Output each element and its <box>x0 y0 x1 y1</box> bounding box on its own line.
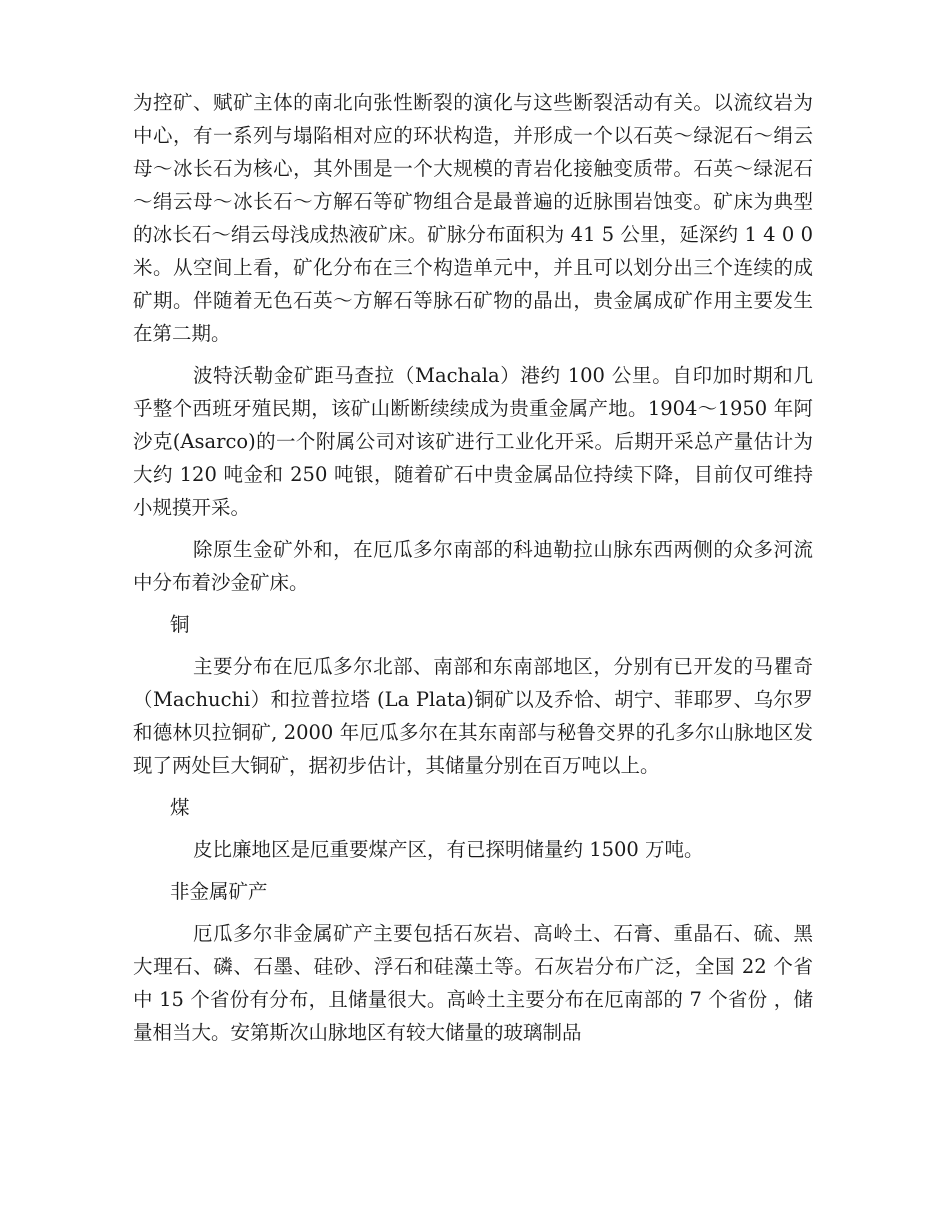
section-heading-copper: 铜 <box>170 613 190 636</box>
document-page <box>133 86 813 1058</box>
paragraph-geology: 为控矿、赋矿主体的南北向张性断裂的演化与这些断裂活动有关。以流纹岩为中心，有一系列与塌陷相对应的环状构造，并形成一个以石英～绿泥石～绢云母～冰长石为核心，其外围是一个大规模的青岩化接触变质带。石英～绿泥石～绢云母～冰长石～方解石等矿物组合是最普遍的近脉围岩蚀变。矿床为典型的冰长石～绢云母浅成热液矿床。矿脉分布面积为 41 5 公里，延深约 1 4 0 0 米。从空间上看，矿化分布在三个构造单元中，并且可以划分出三个连续的成矿期。伴随着无色石英～方解石等脉石矿物的晶出，贵金属成矿作用主要发生在第二期。 <box>133 91 813 345</box>
paragraph-copper: 主要分布在厄瓜多尔北部、南部和东南部地区，分别有已开发的马瞿奇（Machuchi）和拉普拉塔 (La Plata)铜矿以及乔恰、胡宁、菲耶罗、乌尔罗和德林贝拉铜矿, 2000 年厄瓜多尔在其东南部与秘鲁交界的孔多尔山脉地区发现了两处巨大铜矿，据初步估计，其储量分别在百万吨以上。 <box>133 655 813 777</box>
section-heading-coal: 煤 <box>170 796 190 819</box>
paragraph-portovelo-mine: 波特沃勒金矿距马查拉（Machala）港约 100 公里。自印加时期和几乎整个西班牙殖民期，该矿山断断续续成为贵重金属产地。1904～1950 年阿沙克(Asarco)的一个附属公司对该矿进行工业化开采。后期开采总产量估计为大约 120 吨金和 250 吨银，随着矿石中贵金属品位持续下降，目前仅可维持小规摸开采。 <box>133 364 813 519</box>
section-heading-nonmetallic: 非金属矿产 <box>170 880 268 903</box>
paragraph-placer-gold: 除原生金矿外和，在厄瓜多尔南部的科迪勒拉山脉东西两侧的众多河流中分布着沙金矿床。 <box>133 538 813 594</box>
paragraph-nonmetallic: 厄瓜多尔非金属矿产主要包括石灰岩、高岭土、石膏、重晶石、硫、黑大理石、磷、石墨、硅砂、浮石和硅藻土等。石灰岩分布广泛，全国 22 个省中 15 个省份有分布，且储量很大。高岭土主要分布在厄南部的 7 个省份 ，储量相当大。安第斯次山脉地区有较大储量的玻璃制品 <box>133 922 813 1044</box>
paragraph-coal: 皮比廉地区是厄重要煤产区，有已探明储量约 1500 万吨。 <box>193 838 704 861</box>
